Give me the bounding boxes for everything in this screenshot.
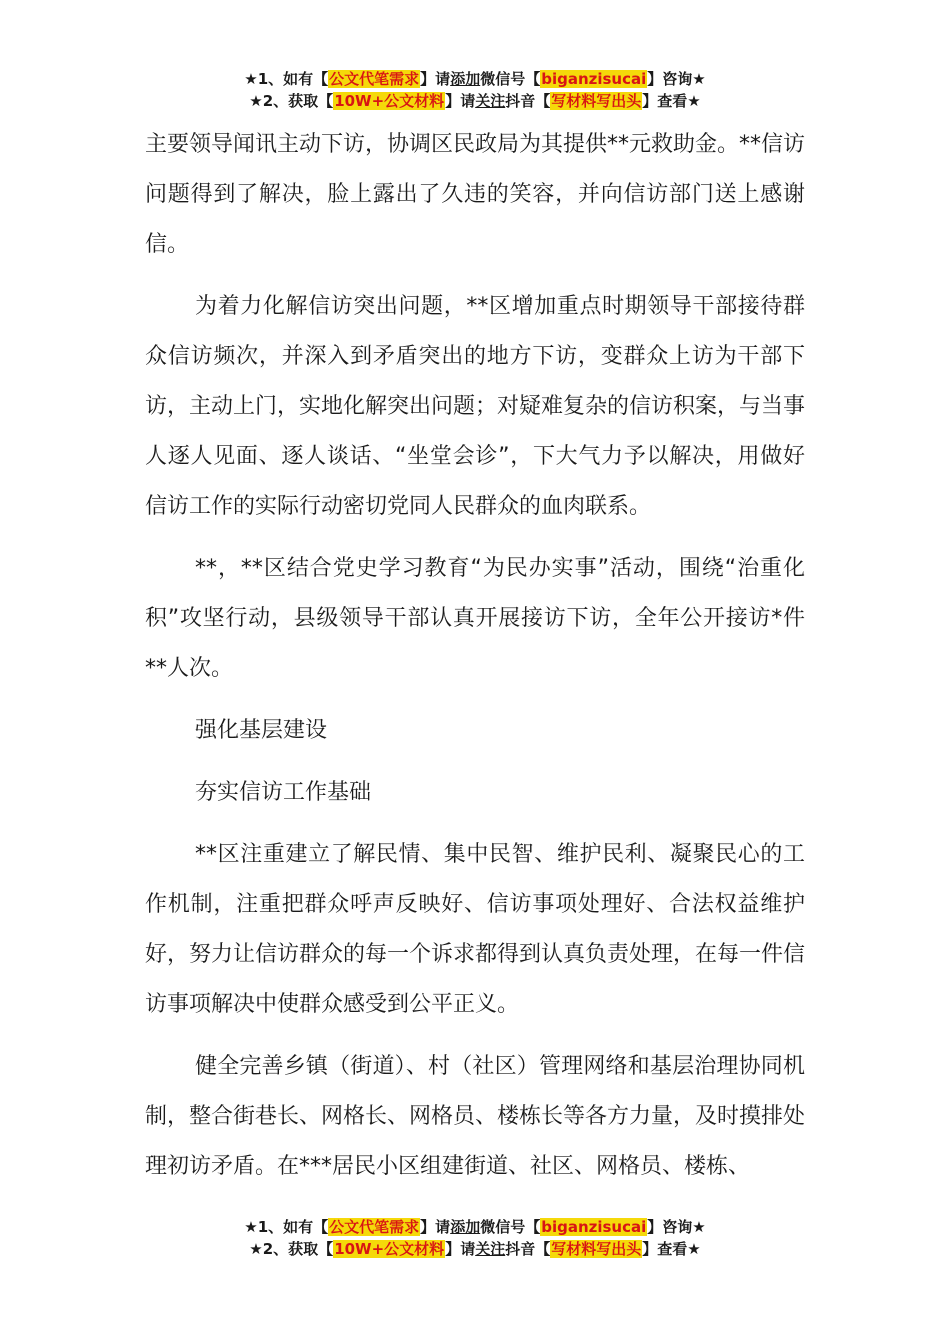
douyin-account: 写材料写出头 [551, 92, 642, 110]
promo-banner-top [0, 68, 950, 112]
paragraph: **，**区结合党史学习教育“为民办实事”活动，围绕“治重化积”攻坚行动，县级领导干部认真开展接访下访，全年公开接访*件**人次。 [145, 556, 805, 681]
underlined-text: 添加 [450, 70, 481, 88]
promo-text: ★1、如有【 [244, 70, 329, 88]
wechat-id: biganzisucai [541, 1218, 647, 1236]
paragraph: 健全完善乡镇（街道）、村（社区）管理网络和基层治理协同机制，整合街巷长、网格长、网格员、楼栋长等各方力量，及时摸排处理初访矛盾。在***居民小区组建街道、社区、网格员、楼栋、 [145, 1054, 806, 1179]
highlight-text: 公文代笔需求 [329, 1218, 420, 1236]
promo-line-1 [0, 68, 950, 90]
promo-text: ★2、获取【 [249, 92, 334, 110]
highlight-text: 10W+公文材料 [334, 1240, 445, 1258]
promo-text: ★2、获取【 [249, 1240, 334, 1258]
promo-text: 】查看★ [642, 92, 701, 110]
underlined-text: 关注 [475, 1240, 506, 1258]
promo-text: 抖音【 [505, 92, 551, 110]
paragraph: **区注重建立了解民情、集中民智、维护民利、凝聚民心的工作机制，注重把群众呼声反映好、信访事项处理好、合法权益维护好，努力让信访群众的每一个诉求都得到认真负责处理，在每一件信访事项解决中使群众感受到公平正义。 [145, 842, 806, 1017]
promo-text: 】请 [420, 70, 451, 88]
promo-text: 】请 [420, 1218, 451, 1236]
promo-line-2 [0, 90, 950, 112]
promo-text: 】咨询★ [647, 70, 706, 88]
promo-text: 抖音【 [505, 1240, 551, 1258]
promo-text: 】查看★ [642, 1240, 701, 1258]
promo-text: 微信号【 [480, 1218, 541, 1236]
promo-text: 】咨询★ [647, 1218, 706, 1236]
promo-line-2 [0, 1238, 950, 1260]
document-body [145, 120, 805, 1192]
wechat-id: biganzisucai [541, 70, 647, 88]
douyin-account: 写材料写出头 [551, 1240, 642, 1258]
promo-banner-bottom [0, 1216, 950, 1260]
highlight-text: 10W+公文材料 [334, 92, 445, 110]
section-heading: 强化基层建设 [195, 718, 328, 743]
promo-text: 】请 [445, 1240, 476, 1258]
underlined-text: 关注 [475, 92, 506, 110]
promo-text: 】请 [445, 92, 476, 110]
promo-text: ★1、如有【 [244, 1218, 329, 1236]
section-subheading: 夯实信访工作基础 [195, 780, 372, 805]
promo-text: 微信号【 [480, 70, 541, 88]
paragraph-continued: 主要领导闻讯主动下访，协调区民政局为其提供**元救助金。**信访问题得到了解决，脸上露出了久违的笑容，并向信访部门送上感谢信。 [145, 132, 806, 257]
paragraph: 为着力化解信访突出问题，**区增加重点时期领导干部接待群众信访频次，并深入到矛盾突出的地方下访，变群众上访为干部下访，主动上门，实地化解突出问题；对疑难复杂的信访积案，与当事人逐人见面、逐人谈话、“坐堂会诊”，下大气力予以解决，用做好信访工作的实际行动密切党同人民群众的血肉联系。 [145, 294, 806, 519]
promo-line-1 [0, 1216, 950, 1238]
underlined-text: 添加 [450, 1218, 481, 1236]
highlight-text: 公文代笔需求 [329, 70, 420, 88]
